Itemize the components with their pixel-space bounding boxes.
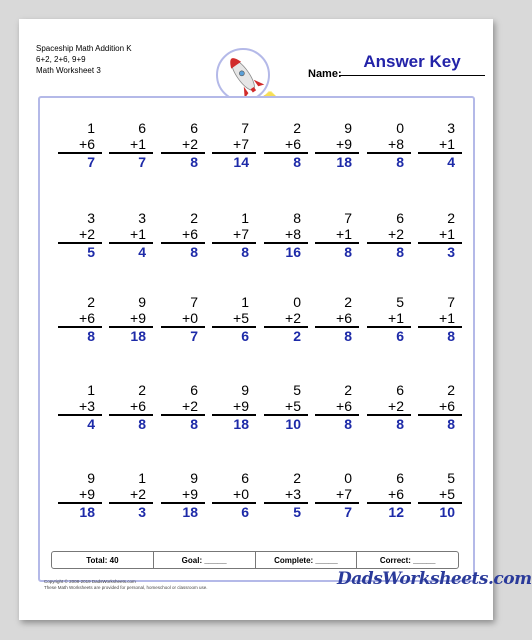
addend-top: 2 bbox=[447, 382, 455, 398]
problem-5-1 bbox=[58, 470, 102, 520]
addend-top: 6 bbox=[241, 470, 249, 486]
worksheet-number: Math Worksheet 3 bbox=[36, 66, 101, 75]
addend-bottom: +2 bbox=[161, 398, 205, 416]
problem-2-5 bbox=[264, 210, 308, 260]
answer: 7 bbox=[138, 154, 146, 170]
addend-top: 7 bbox=[241, 120, 249, 136]
answer: 8 bbox=[447, 328, 455, 344]
problem-5-8 bbox=[418, 470, 462, 520]
addend-bottom: +6 bbox=[418, 398, 462, 416]
worksheet-page bbox=[19, 19, 532, 620]
addend-top: 1 bbox=[241, 294, 249, 310]
problem-1-8 bbox=[418, 120, 462, 170]
addend-bottom: +6 bbox=[109, 398, 153, 416]
addend-top: 7 bbox=[344, 210, 352, 226]
problem-3-1 bbox=[58, 294, 102, 344]
usage-line: These Math Worksheets are provided for personal, homeschool or classroom use. bbox=[44, 585, 208, 590]
addend-top: 6 bbox=[138, 120, 146, 136]
answer: 10 bbox=[439, 504, 455, 520]
problem-5-3 bbox=[161, 470, 205, 520]
addend-bottom: +1 bbox=[109, 226, 153, 244]
addend-top: 1 bbox=[87, 120, 95, 136]
addend-top: 1 bbox=[87, 382, 95, 398]
answer: 10 bbox=[285, 416, 301, 432]
answer: 7 bbox=[190, 328, 198, 344]
problem-3-4 bbox=[212, 294, 256, 344]
addend-bottom: +1 bbox=[367, 310, 411, 328]
addend-top: 0 bbox=[396, 120, 404, 136]
addend-top: 6 bbox=[396, 382, 404, 398]
addend-bottom: +1 bbox=[418, 136, 462, 154]
addend-top: 2 bbox=[87, 294, 95, 310]
addend-bottom: +5 bbox=[418, 486, 462, 504]
addend-top: 5 bbox=[396, 294, 404, 310]
problem-2-7 bbox=[367, 210, 411, 260]
problem-3-6 bbox=[315, 294, 359, 344]
total-cell: Total: 40 bbox=[52, 552, 154, 568]
problem-5-4 bbox=[212, 470, 256, 520]
answer: 4 bbox=[138, 244, 146, 260]
addend-bottom: +6 bbox=[264, 136, 308, 154]
answer: 6 bbox=[241, 328, 249, 344]
addend-bottom: +0 bbox=[212, 486, 256, 504]
addend-bottom: +1 bbox=[315, 226, 359, 244]
addend-bottom: +6 bbox=[315, 310, 359, 328]
addend-top: 2 bbox=[293, 120, 301, 136]
addend-bottom: +2 bbox=[58, 226, 102, 244]
problem-3-2 bbox=[109, 294, 153, 344]
addend-bottom: +2 bbox=[109, 486, 153, 504]
copyright-notice bbox=[44, 579, 208, 591]
copyright-line: Copyright © 2008-2019 DadsWorksheets.com bbox=[44, 579, 136, 584]
addend-bottom: +3 bbox=[264, 486, 308, 504]
addend-top: 5 bbox=[447, 470, 455, 486]
answer: 6 bbox=[396, 328, 404, 344]
answer: 7 bbox=[344, 504, 352, 520]
addend-top: 7 bbox=[190, 294, 198, 310]
addend-bottom: +2 bbox=[367, 226, 411, 244]
answer: 8 bbox=[293, 154, 301, 170]
addend-bottom: +7 bbox=[315, 486, 359, 504]
answer: 2 bbox=[293, 328, 301, 344]
problem-4-1 bbox=[58, 382, 102, 432]
correct-cell[interactable]: Correct: _____ bbox=[379, 555, 436, 565]
problem-5-6 bbox=[315, 470, 359, 520]
addend-top: 3 bbox=[138, 210, 146, 226]
addend-bottom: +9 bbox=[109, 310, 153, 328]
answer: 4 bbox=[87, 416, 95, 432]
addend-bottom: +6 bbox=[58, 310, 102, 328]
addend-bottom: +9 bbox=[161, 486, 205, 504]
addend-bottom: +7 bbox=[212, 136, 256, 154]
problem-5-2 bbox=[109, 470, 153, 520]
answer: 8 bbox=[396, 154, 404, 170]
addend-top: 9 bbox=[241, 382, 249, 398]
problem-2-1 bbox=[58, 210, 102, 260]
problem-4-2 bbox=[109, 382, 153, 432]
addend-bottom: +1 bbox=[418, 310, 462, 328]
answer: 4 bbox=[447, 154, 455, 170]
answer: 8 bbox=[344, 328, 352, 344]
addend-top: 6 bbox=[190, 120, 198, 136]
problem-4-4 bbox=[212, 382, 256, 432]
problem-4-3 bbox=[161, 382, 205, 432]
addend-bottom: +1 bbox=[418, 226, 462, 244]
problem-2-4 bbox=[212, 210, 256, 260]
addend-top: 7 bbox=[447, 294, 455, 310]
answer: 8 bbox=[87, 328, 95, 344]
addend-bottom: +2 bbox=[367, 398, 411, 416]
addend-bottom: +6 bbox=[58, 136, 102, 154]
answer: 8 bbox=[447, 416, 455, 432]
addend-bottom: +7 bbox=[212, 226, 256, 244]
problem-1-4 bbox=[212, 120, 256, 170]
answer: 8 bbox=[241, 244, 249, 260]
problem-5-5 bbox=[264, 470, 308, 520]
problem-4-8 bbox=[418, 382, 462, 432]
addend-bottom: +6 bbox=[161, 226, 205, 244]
addend-top: 1 bbox=[241, 210, 249, 226]
answer: 8 bbox=[396, 416, 404, 432]
goal-cell[interactable]: Goal: _____ bbox=[154, 552, 256, 568]
answer: 6 bbox=[241, 504, 249, 520]
answer: 8 bbox=[190, 244, 198, 260]
worksheet-facts: 6+2, 2+6, 9+9 bbox=[36, 55, 86, 64]
answer: 3 bbox=[138, 504, 146, 520]
problem-grid bbox=[40, 98, 473, 580]
addend-top: 3 bbox=[447, 120, 455, 136]
addend-top: 9 bbox=[87, 470, 95, 486]
addend-bottom: +2 bbox=[161, 136, 205, 154]
problem-3-7 bbox=[367, 294, 411, 344]
complete-cell[interactable]: Complete: _____ bbox=[256, 552, 358, 568]
addend-top: 6 bbox=[396, 470, 404, 486]
addend-bottom: +0 bbox=[161, 310, 205, 328]
addend-top: 9 bbox=[344, 120, 352, 136]
addend-bottom: +6 bbox=[315, 398, 359, 416]
addend-top: 2 bbox=[344, 382, 352, 398]
problem-4-5 bbox=[264, 382, 308, 432]
answer: 8 bbox=[190, 154, 198, 170]
answer: 16 bbox=[285, 244, 301, 260]
problem-panel bbox=[38, 96, 475, 582]
worksheet-title: Spaceship Math Addition K bbox=[36, 44, 132, 53]
problem-1-6 bbox=[315, 120, 359, 170]
problem-1-5 bbox=[264, 120, 308, 170]
addend-top: 8 bbox=[293, 210, 301, 226]
problem-2-2 bbox=[109, 210, 153, 260]
addend-bottom: +8 bbox=[367, 136, 411, 154]
problem-2-6 bbox=[315, 210, 359, 260]
answer: 5 bbox=[87, 244, 95, 260]
answer: 5 bbox=[293, 504, 301, 520]
problem-1-7 bbox=[367, 120, 411, 170]
addend-top: 2 bbox=[293, 470, 301, 486]
addend-top: 9 bbox=[138, 294, 146, 310]
answer: 3 bbox=[447, 244, 455, 260]
problem-3-3 bbox=[161, 294, 205, 344]
addend-top: 5 bbox=[293, 382, 301, 398]
problem-5-7 bbox=[367, 470, 411, 520]
answer: 7 bbox=[87, 154, 95, 170]
addend-bottom: +1 bbox=[109, 136, 153, 154]
problem-3-5 bbox=[264, 294, 308, 344]
addend-top: 9 bbox=[190, 470, 198, 486]
addend-bottom: +9 bbox=[58, 486, 102, 504]
name-label: Name: bbox=[308, 68, 342, 80]
answer: 18 bbox=[130, 328, 146, 344]
score-footer bbox=[51, 551, 459, 569]
answer: 8 bbox=[396, 244, 404, 260]
answer: 14 bbox=[233, 154, 249, 170]
addend-top: 2 bbox=[190, 210, 198, 226]
addend-bottom: +5 bbox=[212, 310, 256, 328]
problem-4-7 bbox=[367, 382, 411, 432]
answer: 8 bbox=[138, 416, 146, 432]
addend-top: 3 bbox=[87, 210, 95, 226]
problem-3-8 bbox=[418, 294, 462, 344]
problem-2-8 bbox=[418, 210, 462, 260]
answer: 12 bbox=[388, 504, 404, 520]
answer: 18 bbox=[79, 504, 95, 520]
dadsworksheets-logo: DadsWorksheets.com bbox=[337, 569, 532, 589]
problem-4-6 bbox=[315, 382, 359, 432]
problem-1-3 bbox=[161, 120, 205, 170]
addend-bottom: +5 bbox=[264, 398, 308, 416]
addend-top: 2 bbox=[138, 382, 146, 398]
answer: 8 bbox=[190, 416, 198, 432]
addend-bottom: +9 bbox=[212, 398, 256, 416]
addend-top: 6 bbox=[190, 382, 198, 398]
answer: 8 bbox=[344, 416, 352, 432]
addend-top: 0 bbox=[344, 470, 352, 486]
answer: 18 bbox=[233, 416, 249, 432]
addend-top: 6 bbox=[396, 210, 404, 226]
addend-bottom: +6 bbox=[367, 486, 411, 504]
addend-top: 2 bbox=[447, 210, 455, 226]
answer-key-label: Answer Key bbox=[363, 52, 461, 71]
name-field-line[interactable] bbox=[339, 75, 485, 76]
addend-top: 1 bbox=[138, 470, 146, 486]
answer: 18 bbox=[182, 504, 198, 520]
addend-bottom: +8 bbox=[264, 226, 308, 244]
problem-1-2 bbox=[109, 120, 153, 170]
addend-bottom: +3 bbox=[58, 398, 102, 416]
addend-top: 2 bbox=[344, 294, 352, 310]
addend-bottom: +2 bbox=[264, 310, 308, 328]
problem-2-3 bbox=[161, 210, 205, 260]
addend-top: 0 bbox=[293, 294, 301, 310]
addend-bottom: +9 bbox=[315, 136, 359, 154]
answer: 8 bbox=[344, 244, 352, 260]
answer: 18 bbox=[336, 154, 352, 170]
problem-1-1 bbox=[58, 120, 102, 170]
